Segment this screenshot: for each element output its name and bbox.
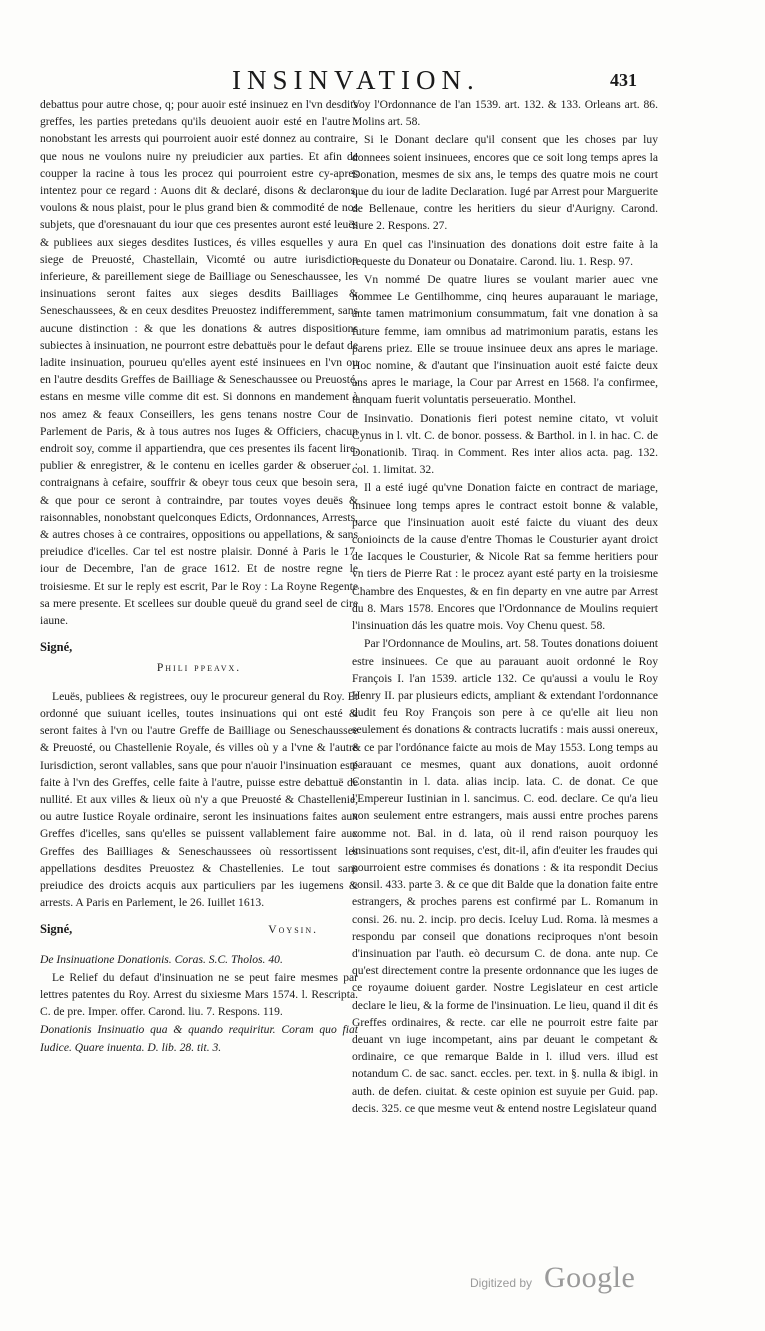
running-header — [0, 62, 765, 98]
signature-label: Signé, — [40, 640, 73, 655]
right-paragraph-7: Par l'Ordonnance de Moulins, art. 58. Toutes donations doiuent estre insinuees. Ce que au parauant auoit ordonné le Roy François I. l'an 1539. article 132. Ce qu'aussi a voulu le Roy Henry II. par plusieurs edicts, ampliant & extendant l'ordonnance dudit feu Roy François son pere à ce qu'elle ait lieu non seulement és donations & contracts lucratifs : mais aussi onereux, & ce par l'ordónance faicte au mois de May 1553. Long temps au parauant ce mesmes, quant aux donations, auoit ordonné Constantin in l. data. alias incip. lata. C. de donat. Ce que l'Empereur Iustinian in l. sancimus. C. eod. declare. Ce qu'a lieu non seulement entre estrangers, mais aussi entre proches parens comme not. Bal. in d. lata, où il rend raison pourquoy les insinuations sont requises, c'est, dit-il, afin d'euiter les fraudes qui pourroient estre commises és donations : & ita respondit Decius consil. 433. parte 3. & ce que dit Balde que la donation faite entre estrangers, & proches parens est confirmé par L. Romanum in consi. 26. nu. 2. incip. pro decis. Iceluy Lud. Roma. là mesmes a respondu par conseil que donations reciproques n'ont besoin d'insinuation par l'auth. eò decursum C. de dona. ante nup. Ce qu'est directement contre la presente ordonnance que les iuges de ce royaume doiuent garder. Nostre Legislateur en cest article declare le lieu, & la forme de l'insinuation. Le lieu, quand il dit és Greffes ordinaires, & recte. car elle ne pourroit estre faite par deuant vn iuge incompetant, ains par deuant le competant & ordinaire, ce que remarque Balde in l. illud vers. illud est notandum C. de sac. sanct. eccles. per. text. in §. nulla & ibigl. in auth. de defen. ciuitat. & ceste opinion est suyuie per Guid. pap. decis. 325. ce que mesme veut & entend nostre Legislateur quand — [352, 637, 658, 1115]
right-column — [352, 96, 658, 1246]
running-title: INSINVATION. — [232, 65, 480, 95]
spacer — [40, 941, 358, 951]
signature-block-2 — [40, 921, 358, 938]
signer-name: Phili ppeavx. — [156, 660, 242, 674]
left-paragraph-4: Le Relief du defaut d'insinuation ne se peut faire mesmes par lettres patentes du Roy. Arrest du sixiesme Mars 1574. l. Rescripta. C. de pre. Imper. offer. Carond. liu. 7. Respons. 119. — [40, 970, 358, 1019]
signer-name: Voysin. — [268, 923, 318, 937]
left-column — [40, 96, 358, 1246]
right-paragraph-6: Il a esté iugé qu'vne Donation faicte en contract de mariage, insinuee long temps apres le contract estoit bonne & valable, parce que l'insinuation auoit esté faicte du viuant des deux conioincts de la cause d'entre Thomas le Cousturier ayant droict de Iacques le Cousturier, & Nicole Rat sa femme heritiers pour vn tiers de Pierre Rat : le procez ayant esté party en la troisiesme Chambre des Enquestes, & en fin departy en vne autre par Arrest du 8. Mars 1578. Encores que l'Ordonnance de Moulins requiert l'insinuation dás les quatre mois. Voy Chenu quest. 58. — [352, 481, 658, 633]
digitized-watermark — [470, 1260, 670, 1300]
right-paragraph-4: Vn nommé De quatre liures se voulant marier auec vne nommee Le Gentilhomme, cinq heures auparauant le mariage, ante tamen matrimonium consummatum, fait vne donation à sa future femme, iam omnibus ad matrimonium paratis, estans les parens priez. Elle se trouue insinuee deux ans apres le mariage. Hoc nomine, & d'autant que l'insinuation auoit esté faicte deux ans apres le mariage, la Cour par Arrest en 1568. l'a confirmee, tanquam fuerit voluntatis perseueratio. Monthel. — [352, 273, 658, 407]
right-paragraph-2: Si le Donant declare qu'il consent que les choses par luy donnees soient insinuees, encores que ce soit long temps apres la Donation, mesmes de six ans, le temps des quatre mois ne court que du iour de ladite Declaration. Iugé par Arrest pour Marguerite de Bellenaue, contre les heritiers du sieur d'Aurigny. Carond. liure 2. Respons. 27. — [352, 133, 658, 233]
digitized-by-text: Digitized by — [470, 1276, 533, 1290]
right-paragraph-1: Voy l'Ordonnance de l'an 1539. art. 132. & 133. Orleans art. 86. Molins art. 58. — [352, 98, 658, 129]
signature-block-1 — [40, 639, 358, 656]
right-paragraph-5: Insinvatio. Donationis fieri potest nemine citato, vt voluit Cynus in l. vlt. C. de bonor. possess. & Barthol. in l. in hac. C. de Donationib. Tiraq. in Comment. Res inter alios acta. pag. 132. col. 1. limitat. 32. — [352, 411, 658, 477]
left-rubric: De Insinuatione Donationis. Coras. S.C. Tholos. 40. — [40, 952, 283, 966]
google-logo: Google — [544, 1261, 636, 1294]
left-paragraph-2: Leuës, publiees & registrees, ouy le procureur general du Roy. Et ordonné que suiuant icelles, toutes insinuations qui ont esté & seront faites à l'vn ou l'autre Greffe de Bailliage ou Seneschaussee & Preuosté, ou Chastellenie Royale, és villes où y a l'vne & l'autre Iurisdiction, seront vallables, sans que pour n'auoir l'insinuation esté faite à l'vn des Greffes, celle faite à l'autre, puisse estre debattuë de nullité. Et aux villes & lieux où n'y a que Preuosté & Chastellenie, ou autre Iustice Royale ordinaire, seront les insinuations faites aux Greffes d'icelles, sans qu'elles se puissent vallablement faire aux Greffes des Bailliages & Seneschaussees où ressortissent les appellations desdites Preuostez & Chastellenies. Le tout sans preiudice des droicts acquis aux particuliers par les iugemens & arrests. A Paris en Parlement, le 26. Iuillet 1613. — [40, 689, 358, 910]
left-paragraph-5: Donationis Insinuatio qua & quando requiritur. Coram quo fiat Iudice. Quare inuenta. D. lib. 28. tit. 3. — [40, 1023, 358, 1054]
page-number: 431 — [610, 70, 637, 90]
right-paragraph-3: En quel cas l'insinuation des donations doit estre faite à la requeste du Donateur ou Donataire. Carond. liu. 1. Resp. 97. — [352, 237, 658, 268]
left-paragraph-1: debattus pour autre chose, q; pour auoir esté insinuez en l'vn desdits greffes, les parties pretedans qu'ils deuoient auoir esté en l'autre : nonobstant les arrests qui pourroient auoir esté donnez au contraire, que nous ne voulons nuire ny preiudicier aux parties. Et afin de coupper la racine à tous les procez qui pourroient estre cy-apres intentez pour ce regard : Auons dit & declaré, disons & declarons, voulons & nous plaist, pour le plus grand bien & commodité de nos subjets, que d'oresnauant du iour que ces presentes auront esté leuës & publiees aux sieges desdites Iustices, és villes esquelles y aura siege de Preuosté, Chastellain, Vicomté ou autre iurisdiction inferieure, & pareillement siege de Bailliage ou Seneschaussee, les insinuations seront faites aux sieges desdits Bailliages & Seneschaussees, & en ceux desdites Preuostez indifferemment, sans aucune distinction : & que les donations & autres dispositions subiectes à insinuation, ne pourront estre debattuës pour le defaut de ladite insinuation, pourueu qu'elles ayent esté insinuees en l'vn ou en l'autre desdits Greffes de Bailliage & Seneschaussee ou Preuosté, estans en mesme ville comme dit est. Si donnons en mandement à nos amez & feaux Conseillers, les gens tenans nostre Cour de Parlement de Paris, & à tous autres nos Iuges & Officiers, chacun endroit soy, comme il appartiendra, que ces presentes ils facent lire, publier & enregistrer, & le contenu en icelles garder & obseruer : contraignans à cefaire, souffrir & obeyr tous ceux que besoin sera, & que pour ce seront à contraindre, par toutes voyes deuës & raisonnables, nonobstant quelconques Edicts, Ordonnances, Arrests, & autres choses à ce contraires, oppositions ou appellations, & sans preiudice d'icelles. Car tel est nostre plaisir. Donné à Paris le 17. iour de Decembre, l'an de grace 1612. Et de nostre regne le troisiesme. Et sur le reply est escrit, Par le Roy : La Royne Regente sa mere presente. Et scellees sur double queuë du grand seel de cire iaune. — [40, 98, 358, 628]
signature-label: Signé, — [40, 922, 73, 937]
